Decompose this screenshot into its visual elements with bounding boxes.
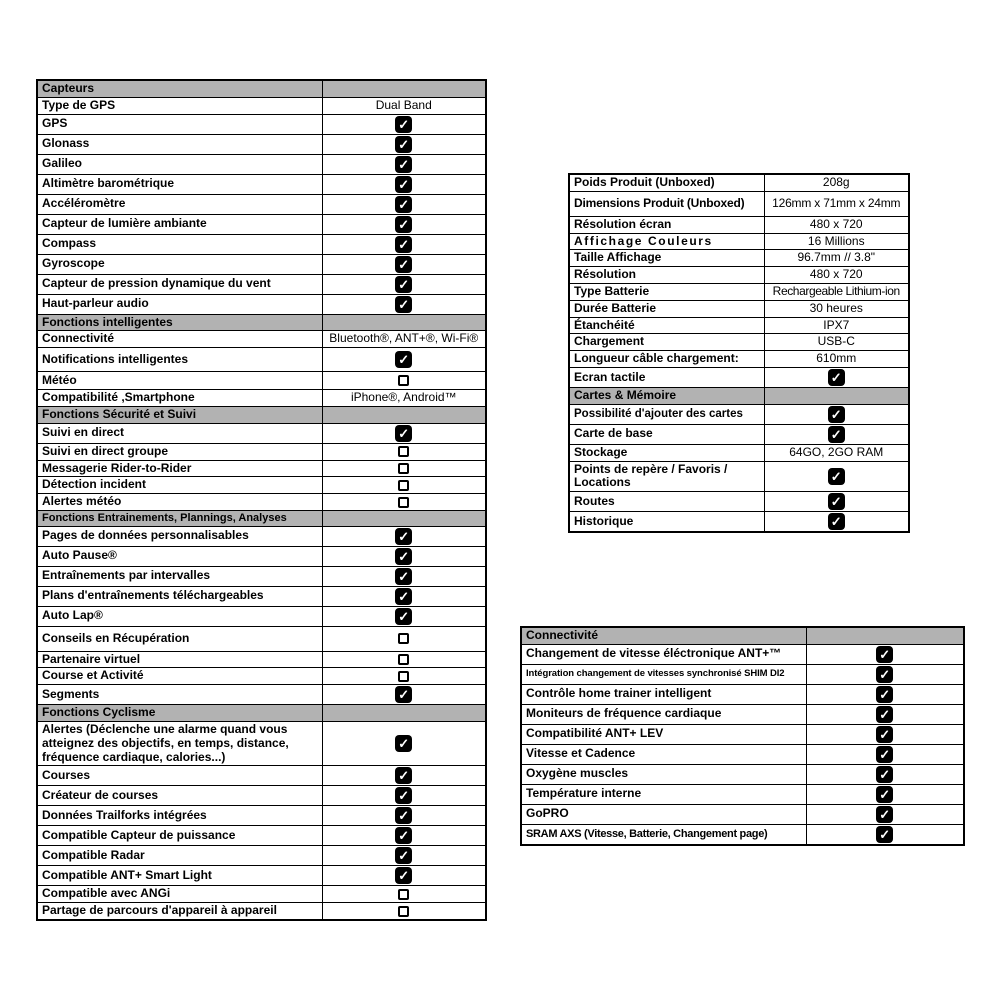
spec-row bbox=[37, 348, 486, 372]
row-label: Entraînements par intervalles bbox=[37, 566, 322, 586]
row-label: Messagerie Rider-to-Rider bbox=[37, 460, 322, 477]
row-label: Compatible ANT+ Smart Light bbox=[37, 866, 322, 886]
row-label: Poids Produit (Unboxed) bbox=[569, 174, 764, 191]
row-checkbox-cell bbox=[806, 744, 964, 764]
checkbox-unchecked-icon bbox=[398, 671, 409, 682]
spec-row bbox=[521, 704, 964, 724]
spec-row bbox=[37, 903, 486, 920]
checkbox-checked-icon: ✓ bbox=[395, 807, 412, 824]
row-label: GoPRO bbox=[521, 804, 806, 824]
row-label: Type Batterie bbox=[569, 283, 764, 300]
checkbox-checked-icon: ✓ bbox=[395, 867, 412, 884]
row-value: USB-C bbox=[764, 334, 909, 351]
checkbox-checked-icon: ✓ bbox=[395, 156, 412, 173]
row-checkbox-cell bbox=[322, 348, 486, 372]
spec-row bbox=[569, 191, 909, 216]
spec-row bbox=[569, 174, 909, 191]
checkbox-checked-icon: ✓ bbox=[395, 196, 412, 213]
row-label: Taille Affichage bbox=[569, 250, 764, 267]
row-label: Capteur de pression dynamique du vent bbox=[37, 274, 322, 294]
row-label: Moniteurs de fréquence cardiaque bbox=[521, 704, 806, 724]
spec-row bbox=[37, 274, 486, 294]
row-label: Pages de données personnalisables bbox=[37, 526, 322, 546]
checkbox-checked-icon: ✓ bbox=[395, 588, 412, 605]
checkbox-checked-icon: ✓ bbox=[395, 528, 412, 545]
row-label: Partage de parcours d'appareil à appareil bbox=[37, 903, 322, 920]
spec-row bbox=[37, 626, 486, 651]
row-value: Dual Band bbox=[322, 97, 486, 114]
physical-specs-table bbox=[568, 173, 910, 533]
connectivity-table-body bbox=[521, 627, 964, 845]
row-checkbox-cell bbox=[322, 566, 486, 586]
row-value: Rechargeable Lithium-ion bbox=[764, 283, 909, 300]
checkbox-unchecked-icon bbox=[398, 446, 409, 457]
section-header-spacer bbox=[322, 705, 486, 722]
checkbox-unchecked-icon bbox=[398, 375, 409, 386]
connectivity-table bbox=[520, 626, 965, 846]
row-checkbox-cell bbox=[764, 404, 909, 424]
row-label: Chargement bbox=[569, 334, 764, 351]
row-label: Courses bbox=[37, 766, 322, 786]
row-label: Auto Pause® bbox=[37, 546, 322, 566]
spec-row bbox=[521, 824, 964, 845]
spec-row bbox=[37, 766, 486, 786]
spec-row bbox=[521, 724, 964, 744]
spec-row bbox=[521, 764, 964, 784]
row-label: Longueur câble chargement: bbox=[569, 351, 764, 368]
row-label: Créateur de courses bbox=[37, 786, 322, 806]
checkbox-checked-icon: ✓ bbox=[395, 216, 412, 233]
spec-row bbox=[569, 317, 909, 334]
row-label: Haut-parleur audio bbox=[37, 294, 322, 314]
row-label: Ecran tactile bbox=[569, 367, 764, 387]
row-label: Intégration changement de vitesses synchronisé SHIM DI2 bbox=[521, 664, 806, 684]
row-label: Oxygène muscles bbox=[521, 764, 806, 784]
spec-row bbox=[569, 424, 909, 444]
section-header-row bbox=[37, 510, 486, 526]
section-header-spacer bbox=[322, 406, 486, 423]
spec-row bbox=[37, 786, 486, 806]
checkbox-checked-icon: ✓ bbox=[876, 806, 893, 823]
row-label: Segments bbox=[37, 685, 322, 705]
row-label: Galileo bbox=[37, 154, 322, 174]
spec-row bbox=[37, 866, 486, 886]
row-label: Partenaire virtuel bbox=[37, 651, 322, 668]
spec-row bbox=[37, 372, 486, 390]
row-checkbox-cell bbox=[322, 134, 486, 154]
spec-row bbox=[37, 546, 486, 566]
spec-row bbox=[37, 194, 486, 214]
row-label: Historique bbox=[569, 512, 764, 533]
row-checkbox-cell bbox=[322, 477, 486, 494]
checkbox-checked-icon: ✓ bbox=[828, 513, 845, 530]
spec-row bbox=[37, 154, 486, 174]
checkbox-checked-icon: ✓ bbox=[395, 767, 412, 784]
spec-row bbox=[37, 134, 486, 154]
spec-row bbox=[37, 826, 486, 846]
row-checkbox-cell bbox=[322, 786, 486, 806]
checkbox-checked-icon: ✓ bbox=[395, 256, 412, 273]
row-checkbox-cell bbox=[322, 722, 486, 766]
row-label: Météo bbox=[37, 372, 322, 390]
checkbox-checked-icon: ✓ bbox=[395, 116, 412, 133]
spec-row bbox=[569, 250, 909, 267]
checkbox-checked-icon: ✓ bbox=[876, 826, 893, 843]
checkbox-checked-icon: ✓ bbox=[395, 236, 412, 253]
spec-row bbox=[37, 526, 486, 546]
row-label: Compatible Radar bbox=[37, 846, 322, 866]
row-label: Stockage bbox=[569, 444, 764, 461]
spec-row bbox=[569, 351, 909, 368]
checkbox-unchecked-icon bbox=[398, 633, 409, 644]
row-checkbox-cell bbox=[322, 866, 486, 886]
checkbox-checked-icon: ✓ bbox=[395, 568, 412, 585]
spec-row bbox=[569, 300, 909, 317]
row-value: 96.7mm // 3.8" bbox=[764, 250, 909, 267]
row-checkbox-cell bbox=[322, 526, 486, 546]
checkbox-checked-icon: ✓ bbox=[395, 136, 412, 153]
row-checkbox-cell bbox=[322, 586, 486, 606]
section-header-spacer bbox=[322, 314, 486, 331]
spec-row bbox=[569, 444, 909, 461]
row-label: Affichage Couleurs bbox=[569, 233, 764, 250]
row-label: Accéléromètre bbox=[37, 194, 322, 214]
row-label: Changement de vitesse éléctronique ANT+™ bbox=[521, 644, 806, 664]
spec-row bbox=[521, 784, 964, 804]
row-label: Compatible avec ANGi bbox=[37, 886, 322, 903]
row-checkbox-cell bbox=[322, 294, 486, 314]
checkbox-unchecked-icon bbox=[398, 497, 409, 508]
spec-row bbox=[569, 492, 909, 512]
checkbox-checked-icon: ✓ bbox=[828, 468, 845, 485]
spec-row bbox=[37, 234, 486, 254]
row-label: Notifications intelligentes bbox=[37, 348, 322, 372]
checkbox-unchecked-icon bbox=[398, 906, 409, 917]
checkbox-checked-icon: ✓ bbox=[876, 666, 893, 683]
spec-row bbox=[521, 684, 964, 704]
row-checkbox-cell bbox=[806, 724, 964, 744]
spec-row bbox=[37, 586, 486, 606]
row-checkbox-cell bbox=[806, 824, 964, 845]
row-label: SRAM AXS (Vitesse, Batterie, Changement page) bbox=[521, 824, 806, 845]
row-label: Carte de base bbox=[569, 424, 764, 444]
row-label: Plans d'entraînements téléchargeables bbox=[37, 586, 322, 606]
row-value: 64GO, 2GO RAM bbox=[764, 444, 909, 461]
section-header-spacer bbox=[322, 510, 486, 526]
spec-row bbox=[569, 216, 909, 233]
sensors-features-table bbox=[36, 79, 487, 921]
specs-table-body bbox=[569, 174, 909, 532]
row-value: 480 x 720 bbox=[764, 267, 909, 284]
row-checkbox-cell bbox=[322, 668, 486, 685]
row-checkbox-cell bbox=[322, 114, 486, 134]
row-checkbox-cell bbox=[322, 174, 486, 194]
row-label: Résolution écran bbox=[569, 216, 764, 233]
spec-row bbox=[37, 294, 486, 314]
spec-row bbox=[521, 664, 964, 684]
row-label: Données Trailforks intégrées bbox=[37, 806, 322, 826]
checkbox-checked-icon: ✓ bbox=[828, 369, 845, 386]
checkbox-checked-icon: ✓ bbox=[395, 425, 412, 442]
spec-row bbox=[569, 334, 909, 351]
spec-row bbox=[521, 744, 964, 764]
spec-row bbox=[569, 404, 909, 424]
spec-row bbox=[569, 267, 909, 284]
row-checkbox-cell bbox=[322, 903, 486, 920]
section-header-spacer bbox=[806, 627, 964, 644]
checkbox-checked-icon: ✓ bbox=[876, 786, 893, 803]
row-checkbox-cell bbox=[764, 424, 909, 444]
spec-row bbox=[37, 494, 486, 511]
row-checkbox-cell bbox=[806, 784, 964, 804]
section-header-row bbox=[37, 705, 486, 722]
row-checkbox-cell bbox=[322, 626, 486, 651]
spec-row bbox=[37, 254, 486, 274]
row-label: Résolution bbox=[569, 267, 764, 284]
checkbox-checked-icon: ✓ bbox=[828, 406, 845, 423]
row-checkbox-cell bbox=[322, 274, 486, 294]
row-checkbox-cell bbox=[322, 494, 486, 511]
row-checkbox-cell bbox=[322, 606, 486, 626]
row-checkbox-cell bbox=[322, 846, 486, 866]
row-checkbox-cell bbox=[322, 766, 486, 786]
spec-row bbox=[37, 477, 486, 494]
row-checkbox-cell bbox=[806, 804, 964, 824]
section-header-spacer bbox=[764, 387, 909, 404]
row-label: Vitesse et Cadence bbox=[521, 744, 806, 764]
row-label: Routes bbox=[569, 492, 764, 512]
row-value: 16 Millions bbox=[764, 233, 909, 250]
checkbox-checked-icon: ✓ bbox=[876, 746, 893, 763]
checkbox-checked-icon: ✓ bbox=[876, 726, 893, 743]
row-label: Compatible Capteur de puissance bbox=[37, 826, 322, 846]
section-title: Connectivité bbox=[521, 627, 806, 644]
row-value: 208g bbox=[764, 174, 909, 191]
spec-row bbox=[37, 566, 486, 586]
row-label: Altimètre barométrique bbox=[37, 174, 322, 194]
spec-row bbox=[37, 443, 486, 460]
row-label: Dimensions Produit (Unboxed) bbox=[569, 191, 764, 216]
checkbox-checked-icon: ✓ bbox=[395, 608, 412, 625]
checkbox-checked-icon: ✓ bbox=[828, 493, 845, 510]
row-checkbox-cell bbox=[764, 512, 909, 533]
row-value: 610mm bbox=[764, 351, 909, 368]
row-value: IPX7 bbox=[764, 317, 909, 334]
section-title: Cartes & Mémoire bbox=[569, 387, 764, 404]
row-label: Suivi en direct bbox=[37, 423, 322, 443]
checkbox-unchecked-icon bbox=[398, 889, 409, 900]
row-checkbox-cell bbox=[322, 154, 486, 174]
row-checkbox-cell bbox=[322, 254, 486, 274]
row-checkbox-cell bbox=[322, 372, 486, 390]
row-label: Durée Batterie bbox=[569, 300, 764, 317]
row-label: Type de GPS bbox=[37, 97, 322, 114]
checkbox-checked-icon: ✓ bbox=[395, 735, 412, 752]
row-label: Capteur de lumière ambiante bbox=[37, 214, 322, 234]
spec-row bbox=[521, 644, 964, 664]
row-value: Bluetooth®, ANT+®, Wi-Fi® bbox=[322, 331, 486, 348]
row-label: Détection incident bbox=[37, 477, 322, 494]
section-title: Fonctions Entrainements, Plannings, Analyses bbox=[37, 510, 322, 526]
section-header-row bbox=[521, 627, 964, 644]
row-checkbox-cell bbox=[322, 806, 486, 826]
checkbox-checked-icon: ✓ bbox=[395, 827, 412, 844]
row-label: Auto Lap® bbox=[37, 606, 322, 626]
checkbox-checked-icon: ✓ bbox=[395, 296, 412, 313]
sensors-table-body bbox=[37, 80, 486, 920]
row-checkbox-cell bbox=[322, 214, 486, 234]
row-checkbox-cell bbox=[322, 886, 486, 903]
section-header-row bbox=[37, 80, 486, 97]
checkbox-checked-icon: ✓ bbox=[876, 766, 893, 783]
spec-row bbox=[37, 846, 486, 866]
row-label: Suivi en direct groupe bbox=[37, 443, 322, 460]
row-checkbox-cell bbox=[806, 704, 964, 724]
spec-row bbox=[37, 114, 486, 134]
section-title: Fonctions Cyclisme bbox=[37, 705, 322, 722]
row-label: Contrôle home trainer intelligent bbox=[521, 684, 806, 704]
checkbox-unchecked-icon bbox=[398, 654, 409, 665]
row-checkbox-cell bbox=[322, 826, 486, 846]
section-title: Fonctions intelligentes bbox=[37, 314, 322, 331]
spec-row bbox=[37, 685, 486, 705]
section-header-row bbox=[569, 387, 909, 404]
row-checkbox-cell bbox=[322, 685, 486, 705]
spec-row bbox=[37, 423, 486, 443]
section-title: Capteurs bbox=[37, 80, 322, 97]
checkbox-checked-icon: ✓ bbox=[395, 276, 412, 293]
row-checkbox-cell bbox=[806, 684, 964, 704]
spec-row bbox=[37, 668, 486, 685]
row-checkbox-cell bbox=[806, 764, 964, 784]
checkbox-checked-icon: ✓ bbox=[876, 706, 893, 723]
row-checkbox-cell bbox=[322, 546, 486, 566]
row-checkbox-cell bbox=[322, 460, 486, 477]
checkbox-checked-icon: ✓ bbox=[876, 686, 893, 703]
section-header-row bbox=[37, 406, 486, 423]
row-label: Possibilité d'ajouter des cartes bbox=[569, 404, 764, 424]
row-label: Alertes météo bbox=[37, 494, 322, 511]
row-label: Glonass bbox=[37, 134, 322, 154]
row-label: Course et Activité bbox=[37, 668, 322, 685]
section-title: Fonctions Sécurité et Suivi bbox=[37, 406, 322, 423]
row-checkbox-cell bbox=[806, 644, 964, 664]
row-checkbox-cell bbox=[322, 194, 486, 214]
spec-row bbox=[37, 97, 486, 114]
spec-row bbox=[37, 651, 486, 668]
row-label: Conseils en Récupération bbox=[37, 626, 322, 651]
checkbox-checked-icon: ✓ bbox=[395, 847, 412, 864]
row-value: 480 x 720 bbox=[764, 216, 909, 233]
spec-row bbox=[37, 722, 486, 766]
spec-row bbox=[37, 806, 486, 826]
checkbox-checked-icon: ✓ bbox=[395, 787, 412, 804]
section-header-spacer bbox=[322, 80, 486, 97]
spec-row bbox=[37, 886, 486, 903]
row-value: iPhone®, Android™ bbox=[322, 390, 486, 407]
row-checkbox-cell bbox=[764, 367, 909, 387]
checkbox-checked-icon: ✓ bbox=[876, 646, 893, 663]
spec-row bbox=[521, 804, 964, 824]
row-label: Température interne bbox=[521, 784, 806, 804]
row-checkbox-cell bbox=[322, 651, 486, 668]
checkbox-checked-icon: ✓ bbox=[395, 548, 412, 565]
checkbox-checked-icon: ✓ bbox=[395, 686, 412, 703]
spec-row bbox=[37, 174, 486, 194]
row-value: 126mm x 71mm x 24mm bbox=[764, 191, 909, 216]
checkbox-checked-icon: ✓ bbox=[395, 351, 412, 368]
section-header-row bbox=[37, 314, 486, 331]
spec-row bbox=[37, 460, 486, 477]
spec-row bbox=[569, 283, 909, 300]
checkbox-unchecked-icon bbox=[398, 463, 409, 474]
row-checkbox-cell bbox=[764, 492, 909, 512]
row-checkbox-cell bbox=[322, 443, 486, 460]
spec-row bbox=[569, 512, 909, 533]
row-label: Étanchéité bbox=[569, 317, 764, 334]
row-label: Compatibilité ,Smartphone bbox=[37, 390, 322, 407]
row-label: Compatibilité ANT+ LEV bbox=[521, 724, 806, 744]
spec-row bbox=[569, 367, 909, 387]
row-label: Compass bbox=[37, 234, 322, 254]
spec-row bbox=[569, 233, 909, 250]
spec-row bbox=[37, 214, 486, 234]
row-checkbox-cell bbox=[322, 234, 486, 254]
spec-row bbox=[37, 606, 486, 626]
row-label: GPS bbox=[37, 114, 322, 134]
row-label: Points de repère / Favoris / Locations bbox=[569, 461, 764, 492]
row-checkbox-cell bbox=[806, 664, 964, 684]
row-label: Alertes (Déclenche une alarme quand vous atteignez des objectifs, en temps, distance, fréquence cardiaque, calories...) bbox=[37, 722, 322, 766]
checkbox-checked-icon: ✓ bbox=[395, 176, 412, 193]
row-checkbox-cell bbox=[322, 423, 486, 443]
spec-row bbox=[569, 461, 909, 492]
checkbox-checked-icon: ✓ bbox=[828, 426, 845, 443]
checkbox-unchecked-icon bbox=[398, 480, 409, 491]
spec-row bbox=[37, 331, 486, 348]
spec-row bbox=[37, 390, 486, 407]
row-label: Connectivité bbox=[37, 331, 322, 348]
row-label: Gyroscope bbox=[37, 254, 322, 274]
row-checkbox-cell bbox=[764, 461, 909, 492]
row-value: 30 heures bbox=[764, 300, 909, 317]
